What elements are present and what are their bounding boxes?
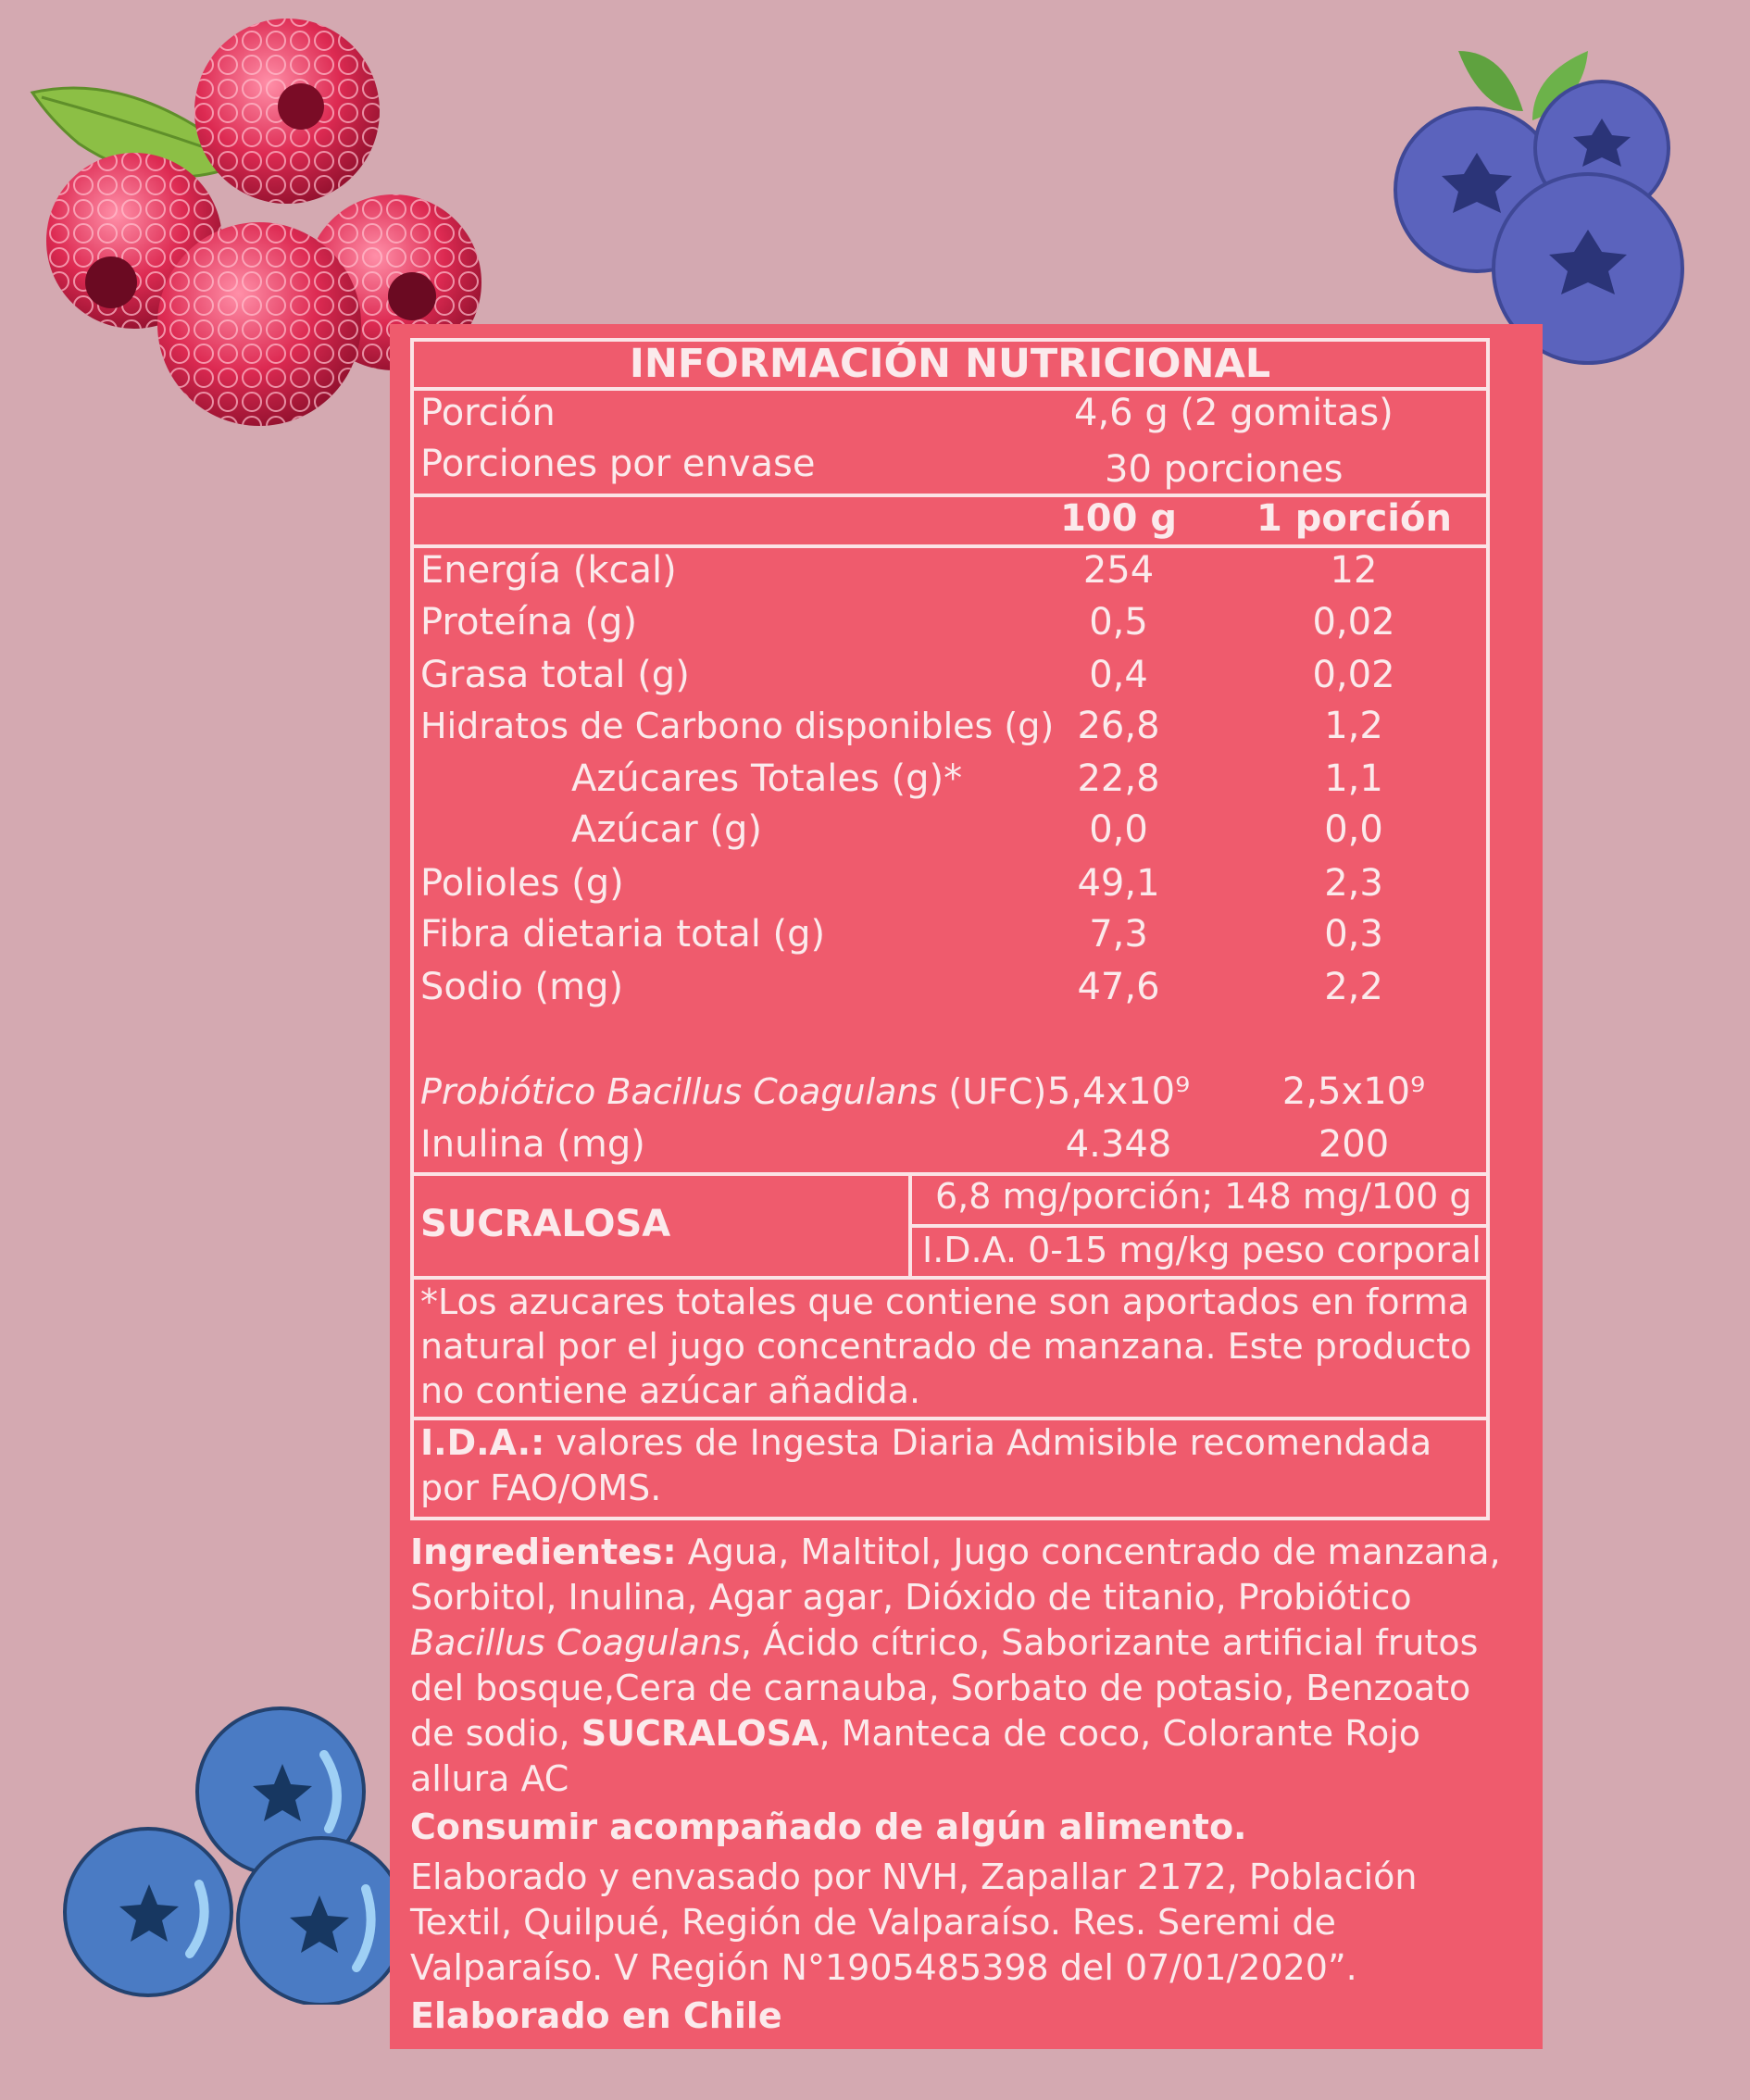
rule [908,1172,912,1278]
value-portion: 0,02 [1312,654,1395,696]
ingredients-text-1: Agua, Maltitol, Jugo concentrado de manzana, Sorbitol, Inulina, Agar agar, Dióxido de titanio, Probiótico [410,1531,1501,1618]
ida-note-text: valores de Ingesta Diaria Admisible recomendada por FAO/OMS. [420,1422,1432,1508]
probiotic-unit: (UFC) [948,1071,1047,1112]
value-portion: 1,2 [1324,705,1383,747]
value-portion: 2,3 [1324,862,1383,905]
value-portion: 1,1 [1324,757,1383,800]
inulin-label: Inulina (mg) [420,1123,645,1166]
inulin-value-portion: 200 [1318,1123,1390,1166]
value-100g: 49,1 [1077,862,1160,905]
servings-value: 30 porciones [1105,448,1344,491]
value-100g: 254 [1082,549,1155,592]
sucralose-ida: I.D.A. 0-15 mg/kg peso corporal [922,1230,1481,1270]
probiotic-label [420,1069,1046,1114]
column-header-100g: 100 g [1059,497,1178,540]
value-100g: 0,0 [1089,808,1148,851]
nutrient-label: Proteína (g) [420,601,638,644]
probiotic-name: Probiótico Bacillus Coagulans [420,1071,938,1112]
ingredients-text-3: , Manteca de coco, Colorante Rojo allura AC [410,1713,1421,1799]
nutrient-label: Azúcar (g) [571,808,762,851]
nutrient-label: Sodio (mg) [420,966,624,1008]
value-100g: 22,8 [1077,757,1160,800]
nutrient-label: Polioles (g) [420,862,624,905]
value-portion: 0,02 [1312,601,1395,644]
probiotic-value-100g: 5,4x10⁹ [1046,1070,1191,1113]
column-header-portion: 1 porción [1256,497,1452,540]
value-100g: 47,6 [1077,966,1160,1008]
nutrient-label: Fibra dietaria total (g) [420,913,826,956]
sucralose-amount: 6,8 mg/porción; 148 mg/100 g [935,1176,1472,1217]
servings-label: Porciones por envase [420,443,816,485]
value-portion: 2,2 [1324,966,1383,1008]
inulin-value-100g: 4.348 [1065,1123,1172,1166]
ingredients-bold: SUCRALOSA [581,1713,819,1754]
value-100g: 0,4 [1089,654,1148,696]
value-100g: 0,5 [1089,601,1148,644]
nutrient-label: Hidratos de Carbono disponibles (g) [420,706,1055,746]
ingredients-label: Ingredientes: [410,1531,677,1572]
nutrient-label: Grasa total (g) [420,654,690,696]
nutrient-label: Energía (kcal) [420,549,677,592]
origin: Elaborado en Chile [410,1995,782,2036]
value-100g: 7,3 [1089,913,1148,956]
sucralose-label: SUCRALOSA [420,1203,671,1245]
ingredients-text-2: , Ácido cítrico, Saborizante artificial frutos del bosque,Cera de carnauba, Sorbato de potasio, Benzoato de sodio, [410,1622,1479,1754]
ingredients-italic: Bacillus Coagulans [410,1622,741,1663]
consume-note: Consumir acompañado de algún alimento. [410,1806,1247,1847]
probiotic-value-portion: 2,5x10⁹ [1281,1070,1426,1113]
value-portion: 12 [1330,549,1378,592]
sugar-footnote: *Los azucares totales que contiene son aportados en forma natural por el jugo concentrado de manzana. Este producto no contiene azúcar añadida. [420,1281,1472,1411]
portion-value: 4,6 g (2 gomitas) [1074,392,1394,434]
ida-note [420,1420,1467,1511]
nutrient-label: Azúcares Totales (g)* [571,757,963,800]
value-portion: 0,0 [1324,808,1383,851]
ingredients [410,1530,1503,1802]
ida-note-label: I.D.A.: [420,1422,545,1463]
table-title: INFORMACIÓN NUTRICIONAL [629,341,1271,387]
value-portion: 0,3 [1324,913,1383,956]
manufacturer-info: Elaborado y envasado por NVH, Zapallar 2172, Población Textil, Quilpué, Región de Valparaíso. Res. Seremi de Valparaíso. V Región N°1905485398 del 07/01/2020”. [410,1856,1418,1988]
value-100g: 26,8 [1077,705,1160,747]
blueberry-cluster-illustration [1394,46,1690,366]
portion-label: Porción [420,392,556,434]
blueberry-star-cluster-illustration [60,1699,417,2005]
